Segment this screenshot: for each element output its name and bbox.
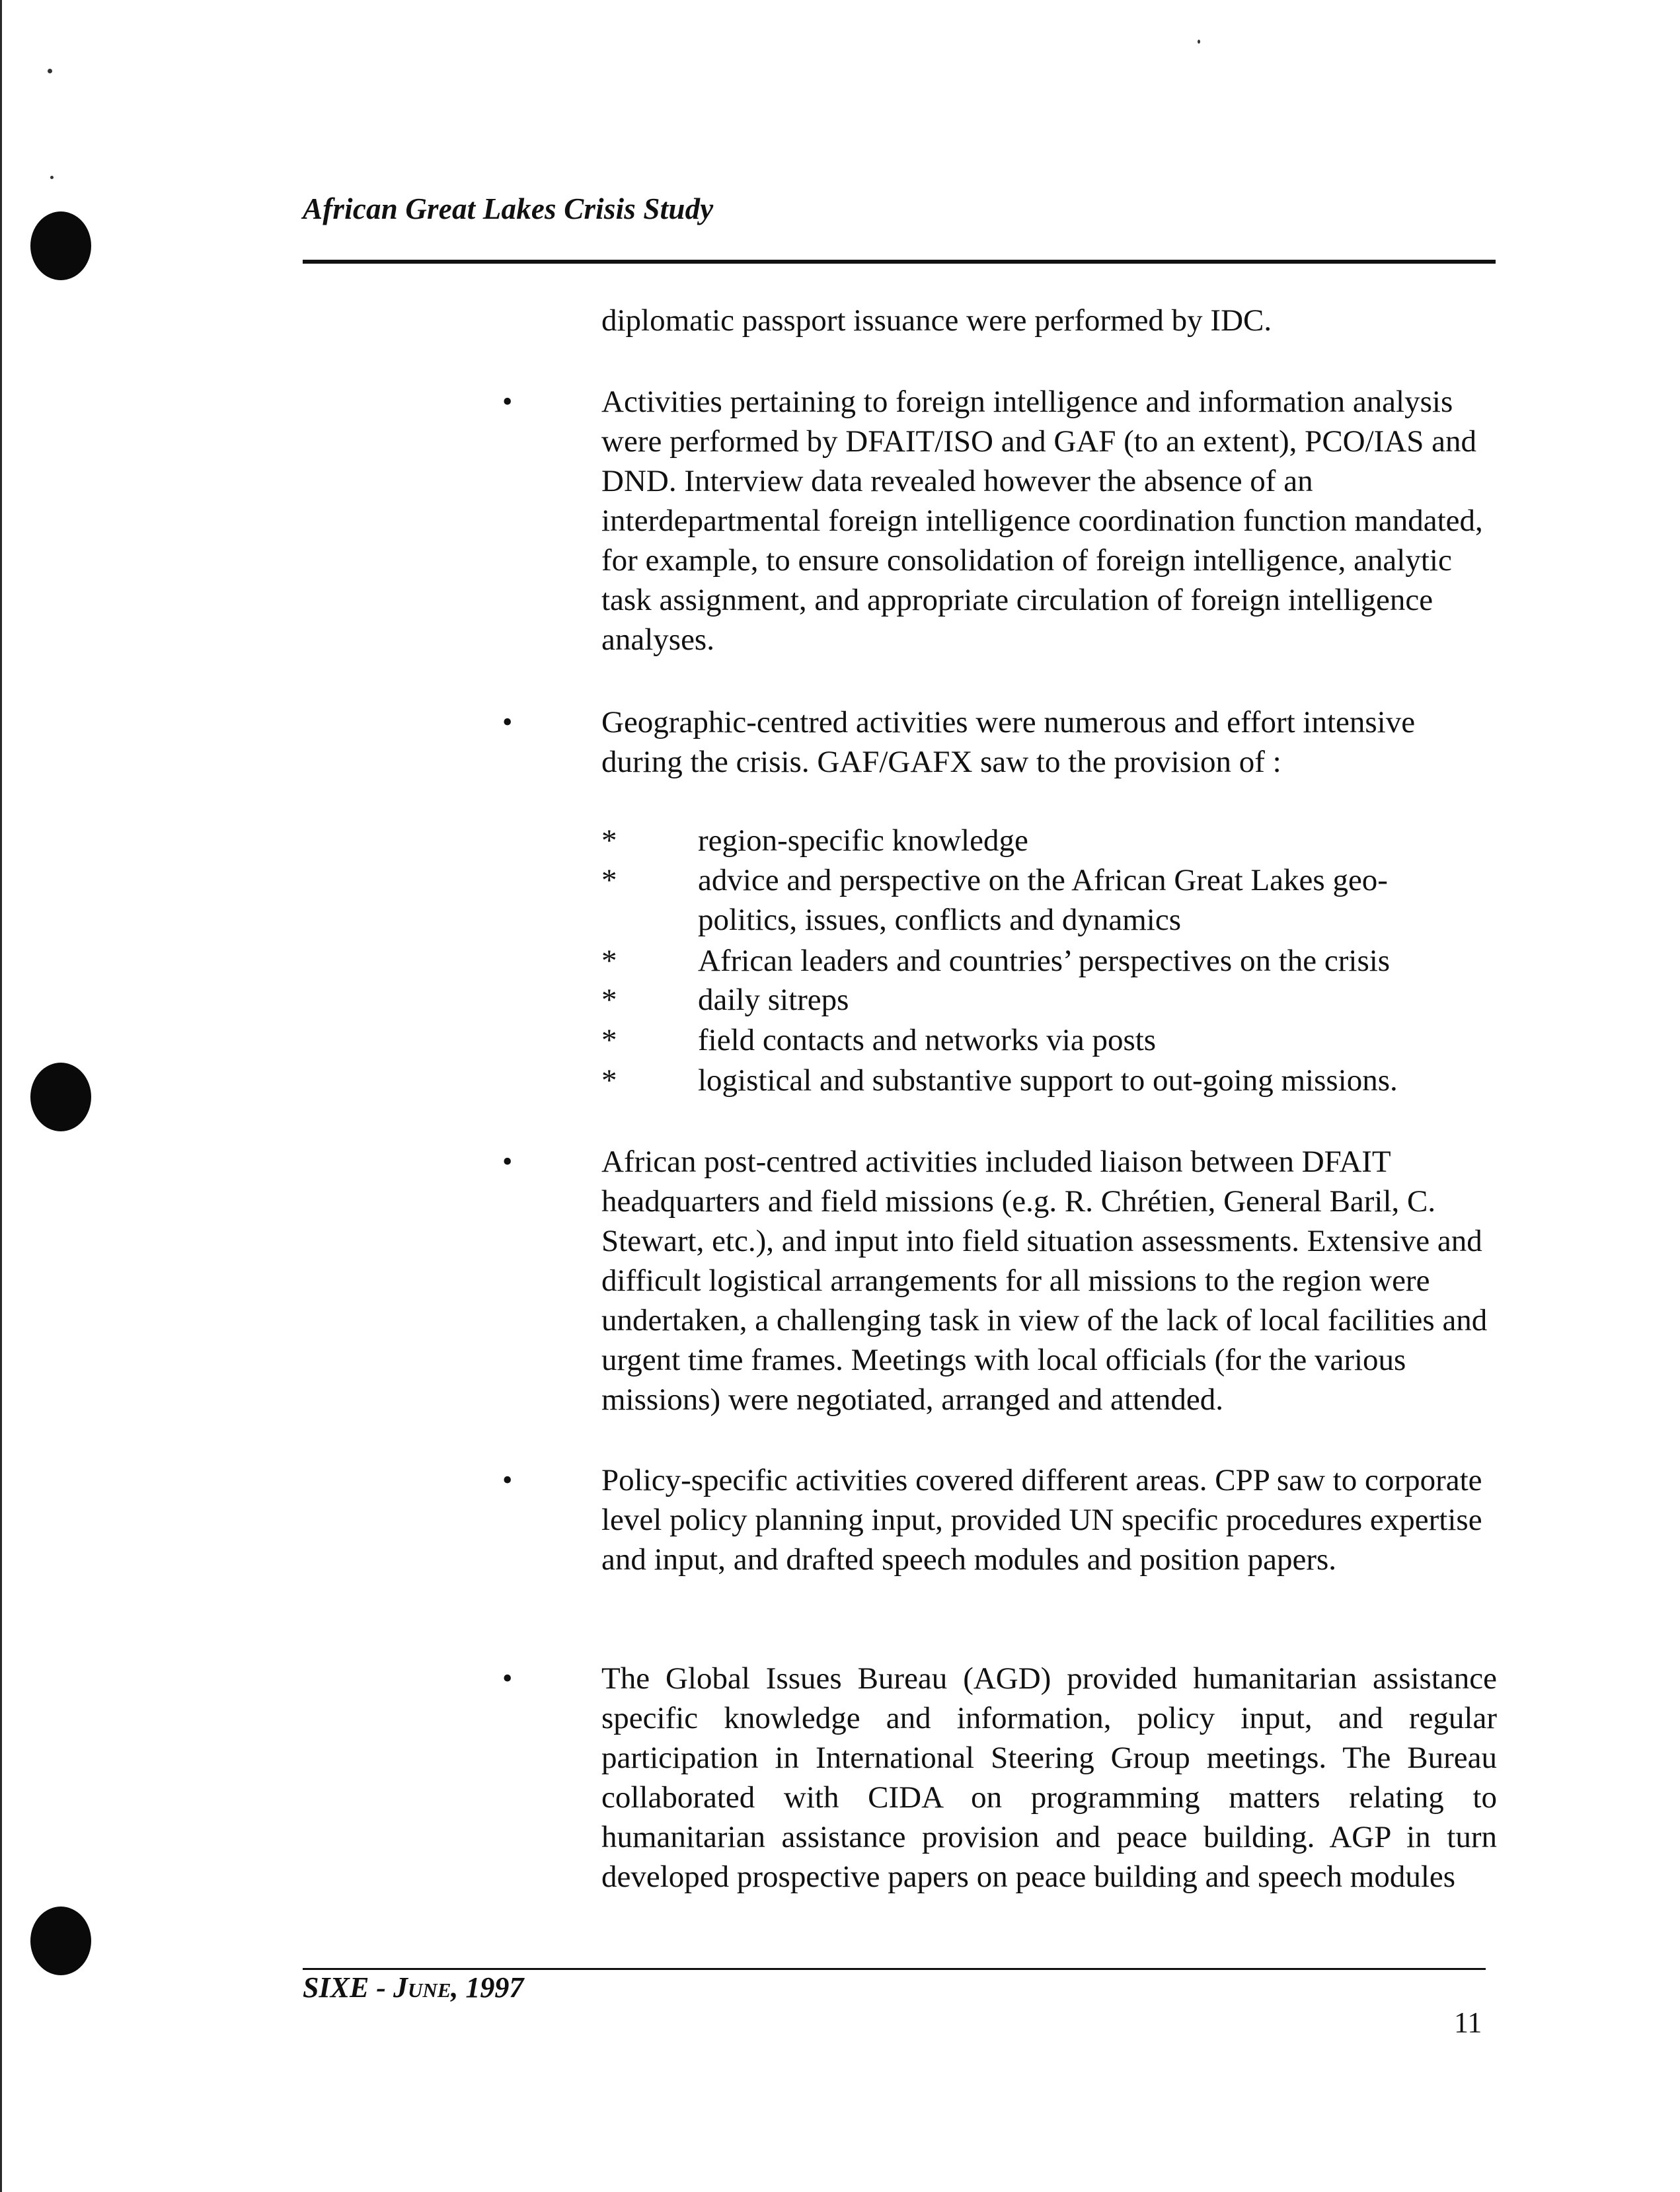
list-item: region-specific knowledge xyxy=(698,823,1028,858)
header-rule xyxy=(303,260,1496,264)
footer-rule xyxy=(303,1968,1486,1970)
bullet-glyph: • xyxy=(502,1145,513,1178)
list-item: field contacts and networks via posts xyxy=(698,1023,1157,1057)
paragraph-post-centred-activities: African post-centred activities included liaison between DFAIT headquarters and field missions (e.g. R. Chrétien, General Baril, C. Stewart, etc.), and input into field situation assessments. Extensive and difficult logistical arrangements for all missions to the region were undertaken, a challenging task in view of the lack of local facilities and urgent time frames. Meetings with local officials (for the various missions) were negotiated, arranged and attended. xyxy=(601,1145,1488,1417)
bullet-glyph: • xyxy=(502,385,513,418)
list-star: * xyxy=(601,983,617,1017)
paragraph-policy-activities: Policy-specific activities covered different areas. CPP saw to corporate level policy planning input, provided UN specific procedures expertise and input, and drafted speech modules and position papers. xyxy=(601,1463,1482,1577)
list-star: * xyxy=(601,863,617,897)
list-star: * xyxy=(601,1023,617,1057)
running-header: African Great Lakes Crisis Study xyxy=(303,192,714,225)
punch-hole-bottom xyxy=(30,1907,91,1975)
scan-speck xyxy=(48,69,52,73)
scan-speck xyxy=(1198,40,1200,44)
footer-org: SIXE - xyxy=(303,1971,393,2004)
list-star: * xyxy=(601,944,617,978)
list-item: daily sitreps xyxy=(698,983,849,1017)
footer-year: , 1997 xyxy=(451,1971,524,2004)
list-star: * xyxy=(601,1063,617,1098)
bullet-glyph: • xyxy=(502,1662,513,1694)
list-item: logistical and substantive support to out-going missions. xyxy=(698,1063,1398,1098)
footer-month: June xyxy=(393,1971,451,2004)
list-item: African leaders and countries’ perspectives on the crisis xyxy=(698,944,1391,978)
bullet-glyph: • xyxy=(502,1464,513,1496)
paragraph-geographic-activities: Geographic-centred activities were numerous and effort intensive during the crisis. GAF/GAFX saw to the provision of : xyxy=(601,705,1416,779)
footer-issue-date xyxy=(303,1971,523,2004)
bullet-glyph: • xyxy=(502,706,513,738)
scan-speck xyxy=(50,176,54,179)
page-number: 11 xyxy=(1454,2006,1482,2039)
list-item: advice and perspective on the African Great Lakes geo-politics, issues, conflicts and dynamics xyxy=(698,863,1388,937)
punch-hole-middle xyxy=(30,1063,91,1131)
paragraph-foreign-intelligence: Activities pertaining to foreign intelligence and information analysis were performed by DFAIT/ISO and GAF (to an extent), PCO/IAS and DND. Interview data revealed however the absence of an interdepartmental foreign intelligence coordination function mandated, for example, to ensure consolidation of foreign intelligence, analytic task assignment, and appropriate circulation of foreign intelligence analyses. xyxy=(601,385,1483,657)
list-star: * xyxy=(601,823,617,858)
paragraph-continuation: diplomatic passport issuance were performed by IDC. xyxy=(601,303,1272,338)
punch-hole-top xyxy=(30,211,91,280)
paragraph-global-issues-bureau: The Global Issues Bureau (AGD) provided humanitarian assistance specific knowledge and information, policy input, and regular participation in International Steering Group meetings. The Bureau collaborated with CIDA on programming matters relating to humanitarian assistance provision and peace building. AGP in turn developed prospective papers on peace building and speech modules xyxy=(601,1661,1497,1894)
scan-edge-line xyxy=(0,0,2,2192)
